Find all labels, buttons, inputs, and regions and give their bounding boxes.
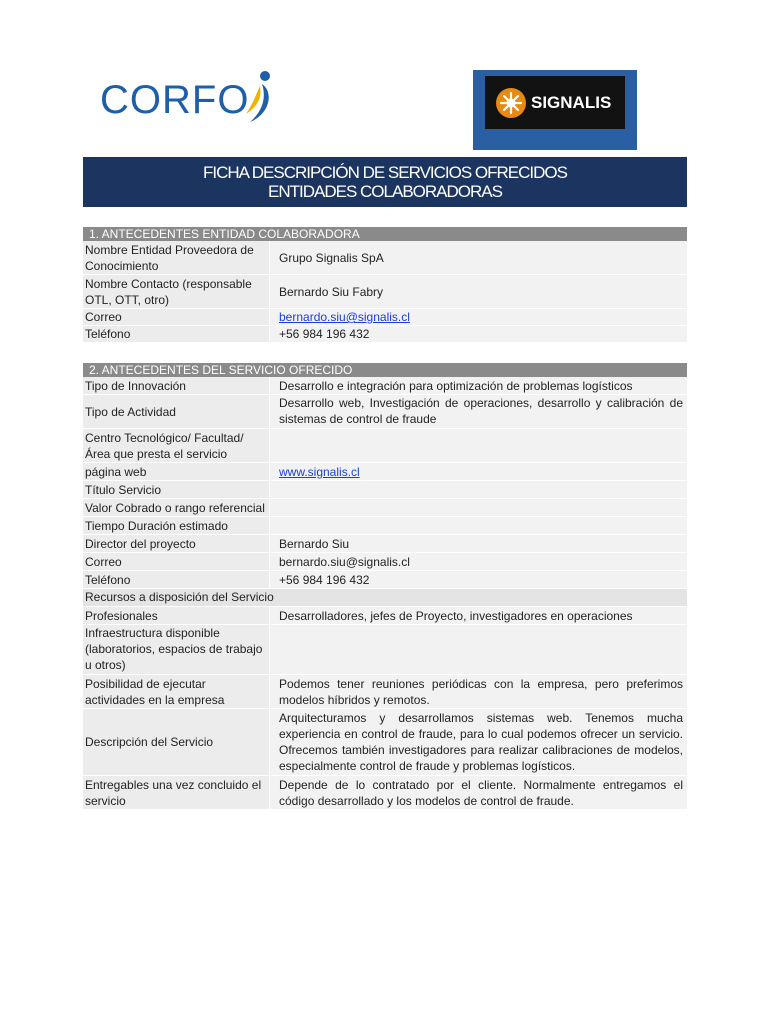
row-label: Centro Tecnológico/ Facultad/ Área que presta el servicio xyxy=(83,429,269,462)
table-row xyxy=(83,481,687,499)
corfo-logo-text: CORFO xyxy=(100,78,250,122)
table-row xyxy=(83,553,687,571)
row-value: Bernardo Siu Fabry xyxy=(270,275,687,308)
row-label: Nombre Entidad Proveedora de Conocimiento xyxy=(83,241,269,274)
row-label: Título Servicio xyxy=(83,481,269,498)
row-value xyxy=(270,499,687,516)
row-value: Desarrollo web, Investigación de operaciones, desarrollo y calibración de sistemas de control de fraude xyxy=(270,395,687,428)
row-value: Desarrollo e integración para optimización de problemas logísticos xyxy=(270,377,687,394)
row-label: Tiempo Duración estimado xyxy=(83,517,269,534)
row-label: Correo xyxy=(83,309,269,325)
table-row xyxy=(83,377,687,395)
document-title xyxy=(83,157,687,207)
website-link[interactable]: www.signalis.cl xyxy=(279,464,360,479)
section-2-heading: 2. ANTECEDENTES DEL SERVICIO OFRECIDO xyxy=(83,363,687,377)
row-label: Profesionales xyxy=(83,607,269,624)
table-row xyxy=(83,607,687,625)
table-row xyxy=(83,517,687,535)
row-value: Bernardo Siu xyxy=(270,535,687,552)
table-row xyxy=(83,625,687,675)
row-label: Teléfono xyxy=(83,571,269,588)
row-value: Depende de lo contratado por el cliente. Normalmente entregamos el código desarrollado y los modelos de control de fraude. xyxy=(270,776,687,809)
row-label: página web xyxy=(83,463,269,480)
row-value xyxy=(270,625,687,674)
table-row xyxy=(83,275,687,309)
row-value xyxy=(270,463,687,480)
table-row xyxy=(83,463,687,481)
row-value xyxy=(270,517,687,534)
signalis-logo xyxy=(473,70,637,150)
table-row xyxy=(83,241,687,275)
signalis-logo-text: SIGNALIS xyxy=(531,93,612,112)
row-label: Tipo de Actividad xyxy=(83,395,269,428)
section-entidad-colaboradora xyxy=(83,227,687,343)
signalis-logo-badge xyxy=(485,76,625,129)
table-row xyxy=(83,709,687,776)
row-label: Director del proyecto xyxy=(83,535,269,552)
email-link[interactable]: bernardo.siu@signalis.cl xyxy=(279,310,410,324)
table-row xyxy=(83,675,687,709)
row-value: +56 984 196 432 xyxy=(270,571,687,588)
row-label: Nombre Contacto (responsable OTL, OTT, otro) xyxy=(83,275,269,308)
table-row xyxy=(83,326,687,343)
table-row xyxy=(83,499,687,517)
row-label: Recursos a disposición del Servicio xyxy=(83,589,687,606)
table-row xyxy=(83,776,687,810)
table-row xyxy=(83,535,687,553)
table-row xyxy=(83,571,687,589)
row-value: +56 984 196 432 xyxy=(270,326,687,342)
row-label: Correo xyxy=(83,553,269,570)
table-row xyxy=(83,309,687,326)
row-value: Desarrolladores, jefes de Proyecto, investigadores en operaciones xyxy=(270,607,687,624)
corfo-figure-icon xyxy=(240,70,274,124)
row-value: Grupo Signalis SpA xyxy=(270,241,687,274)
row-label: Descripción del Servicio xyxy=(83,709,269,775)
row-label: Teléfono xyxy=(83,326,269,342)
corfo-logo xyxy=(100,70,275,126)
title-line-1: FICHA DESCRIPCIÓN DE SERVICIOS OFRECIDOS xyxy=(203,163,567,182)
row-value: Arquitecturamos y desarrollamos sistemas web. Tenemos mucha experiencia en control de fraude, para lo cual podemos ofrecer un servicio. Ofrecemos también investigadores para realizar calibraciones de modelos, especialmente control de fraude y problemas logísticos. xyxy=(270,709,687,775)
row-value: Podemos tener reuniones periódicas con la empresa, pero preferimos modelos híbridos y remotos. xyxy=(270,675,687,708)
row-label: Valor Cobrado o rango referencial xyxy=(83,499,269,516)
row-label: Entregables una vez concluido el servicio xyxy=(83,776,269,809)
signalis-sun-icon xyxy=(495,87,527,119)
row-value xyxy=(270,429,687,462)
row-label: Posibilidad de ejecutar actividades en la empresa xyxy=(83,675,269,708)
row-value xyxy=(270,481,687,498)
title-line-2: ENTIDADES COLABORADORAS xyxy=(268,182,502,201)
table-row xyxy=(83,395,687,429)
row-label: Infraestructura disponible (laboratorios, espacios de trabajo u otros) xyxy=(83,625,269,674)
row-value: bernardo.siu@signalis.cl xyxy=(270,553,687,570)
row-value xyxy=(270,309,687,325)
row-label: Tipo de Innovación xyxy=(83,377,269,394)
table-row xyxy=(83,589,687,607)
section-1-heading: 1. ANTECEDENTES ENTIDAD COLABORADORA xyxy=(83,227,687,241)
section-servicio-ofrecido xyxy=(83,363,687,810)
table-row xyxy=(83,429,687,463)
